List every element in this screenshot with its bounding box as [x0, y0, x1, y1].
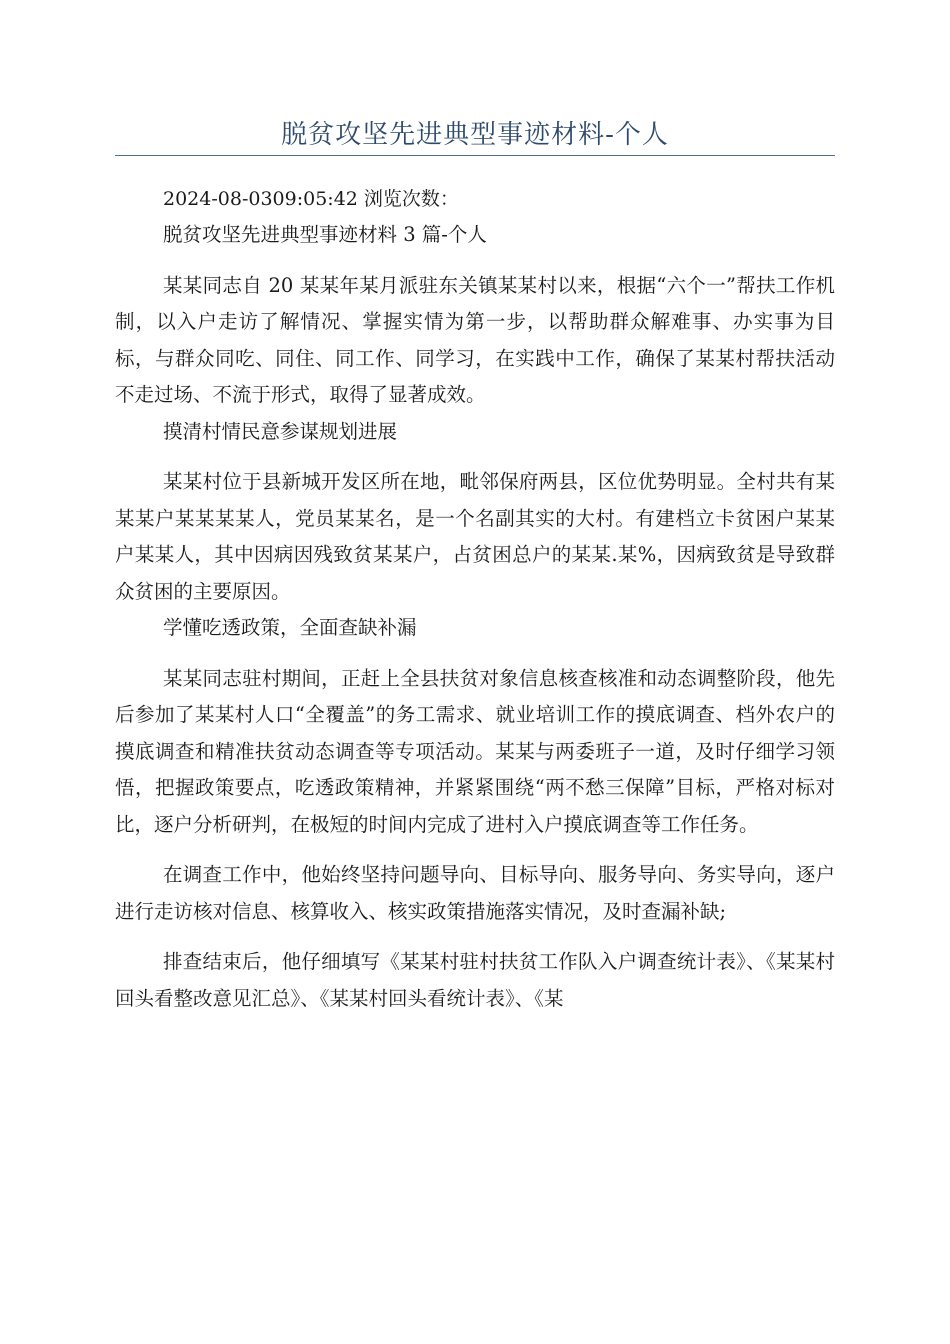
title-divider	[115, 155, 835, 156]
paragraph-intro: 某某同志自 20 某某年某月派驻东关镇某某村以来，根据“六个一”帮扶工作机制，以入户走访了解情况、掌握实情为第一步，以帮助群众解难事、办实事为目标，与群众同吃、同住、同工作、同学习，在实践中工作，确保了某某村帮扶活动不走过场、不流于形式，取得了显著成效。	[115, 273, 835, 406]
publish-meta: 2024-08-0309:05:42 浏览次数：	[163, 188, 459, 210]
document-title: 脱贫攻坚先进典型事迹材料-个人	[281, 120, 669, 150]
paragraph-policy: 某某同志驻村期间，正赶上全县扶贫对象信息核查核准和动态调整阶段，他先后参加了某某村人口“全覆盖”的务工需求、就业培训工作的摸底调查、档外农户的摸底调查和精准扶贫动态调查等专项活动。某某与两委班子一道，及时仔细学习领悟，把握政策要点，吃透政策精神，并紧紧围绕“两不愁三保障”目标，严格对标对比，逐户分析研判，在极短的时间内完成了进村入户摸底调查等工作任务。	[115, 666, 835, 836]
paragraph-forms: 排查结束后，他仔细填写《某某村驻村扶贫工作队入户调查统计表》、《某某村回头看整改意见汇总》、《某某村回头看统计表》、《某	[115, 950, 835, 1010]
document-page	[115, 0, 835, 1017]
section-heading-village: 摸清村情民意参谋规划进展	[163, 419, 398, 443]
paragraph-survey: 在调查工作中，他始终坚持问题导向、目标导向、服务导向、务实导向，逐户进行走访核对信息、核算收入、核实政策措施落实情况，及时查漏补缺;	[115, 863, 835, 923]
section-heading-policy: 学懂吃透政策，全面查缺补漏	[163, 616, 417, 639]
paragraph-village: 某某村位于县新城开发区所在地，毗邻保府两县，区位优势明显。全村共有某某某户某某某某人，党员某某名，是一个名副其实的大村。有建档立卡贫困户某某户某某人，其中因病因残致贫某某户，占贫困总户的某某.某%，因病致贫是导致群众贫困的主要原因。	[115, 470, 835, 603]
document-subtitle: 脱贫攻坚先进典型事迹材料 3 篇-个人	[163, 223, 487, 246]
